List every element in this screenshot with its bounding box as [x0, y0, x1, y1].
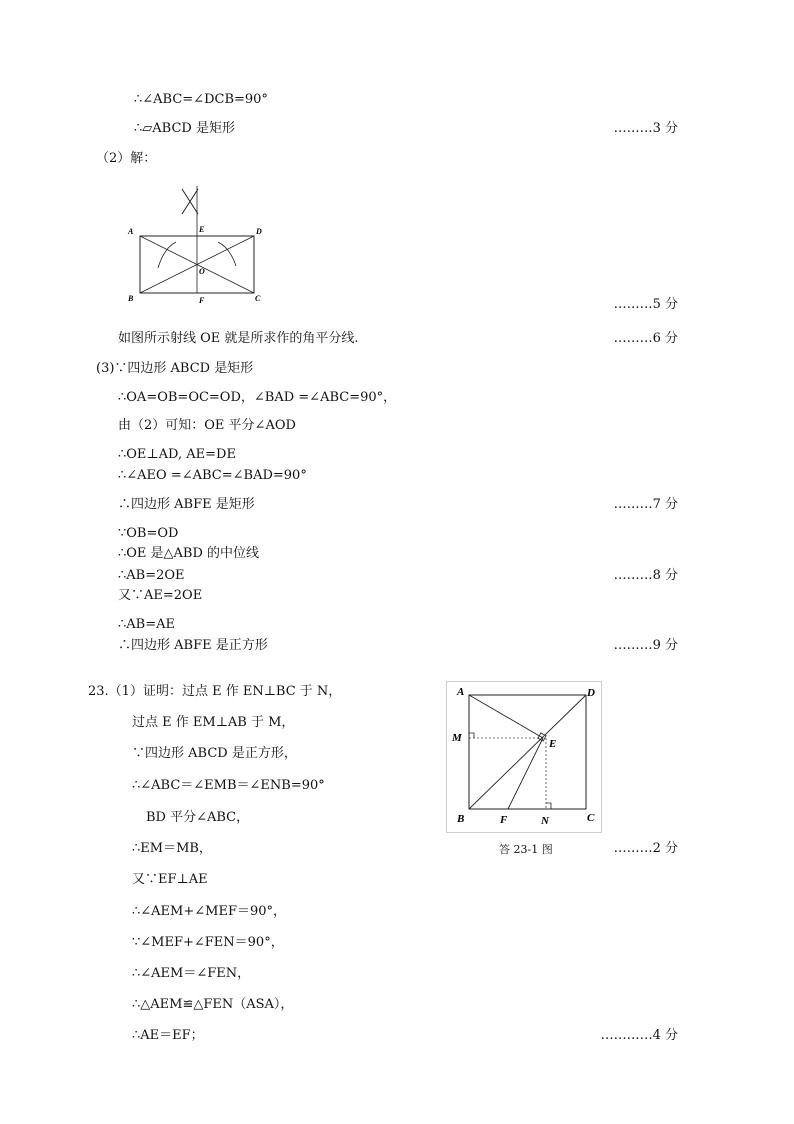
- proof-line: ∴∠AEM＝∠FEN，: [132, 966, 251, 981]
- label-M: M: [452, 732, 462, 744]
- question-heading: 23.（1）证明：过点 E 作 EN⊥BC 于 N，: [88, 684, 342, 699]
- part-heading: （2）解：: [96, 151, 157, 166]
- label-A: A: [128, 227, 134, 236]
- label-F: F: [500, 814, 508, 826]
- construction-figure: [124, 186, 274, 308]
- proof-line: ∴∠ABC＝∠EMB＝∠ENB=90°: [132, 778, 325, 793]
- label-C: C: [255, 294, 261, 303]
- label-D: D: [256, 227, 262, 236]
- conclusion-line: 如图所示射线 OE 就是所求作的角平分线.: [118, 331, 359, 346]
- proof-line: ∴AB=2OE: [118, 568, 185, 583]
- label-N: N: [541, 815, 549, 827]
- score-mark: ………2 分: [613, 841, 678, 856]
- proof-line: ∵∠MEF+∠FEN＝90°，: [132, 935, 284, 950]
- proof-line: ∴OE⊥AD, AE=DE: [118, 447, 236, 462]
- score-mark: ………5 分: [613, 297, 678, 312]
- label-D: D: [587, 687, 595, 699]
- figure-caption: 答 23-1 图: [499, 843, 553, 856]
- proof-line: ∴EM＝MB，: [132, 841, 212, 856]
- proof-line: ∴△AEM≌△FEN（ASA），: [132, 997, 294, 1012]
- square-figure-svg: [446, 681, 602, 833]
- score-mark: …………4 分: [600, 1028, 678, 1043]
- label-B: B: [457, 813, 465, 825]
- proof-line: ∴∠ABC=∠DCB=90°: [134, 92, 268, 107]
- label-E: E: [549, 738, 557, 750]
- proof-line: ∴AE＝EF；: [132, 1028, 204, 1043]
- label-O: O: [199, 267, 205, 276]
- label-B: B: [128, 294, 134, 303]
- proof-line: ∴四边形 ABFE 是矩形: [118, 497, 255, 512]
- proof-line: ∴∠AEO =∠ABC=∠BAD=90°: [118, 468, 307, 483]
- proof-line: 又∵AE=2OE: [118, 588, 203, 603]
- label-C: C: [587, 812, 595, 824]
- proof-line: ∵OB=OD: [118, 526, 179, 541]
- proof-line: ∴AB=AE: [118, 617, 175, 632]
- proof-line: 过点 E 作 EM⊥AB 于 M，: [132, 715, 295, 730]
- label-A: A: [457, 686, 465, 698]
- construction-figure-svg: [124, 186, 274, 308]
- score-mark: ………6 分: [613, 331, 678, 346]
- score-mark: ………3 分: [613, 121, 678, 136]
- proof-line: 由（2）可知：OE 平分∠AOD: [118, 418, 296, 433]
- score-mark: ………8 分: [613, 568, 678, 583]
- proof-line: BD 平分∠ABC，: [146, 810, 250, 825]
- part-heading: (3)∵四边形 ABCD 是矩形: [96, 361, 254, 376]
- score-mark: ………7 分: [613, 497, 678, 512]
- proof-line: ∴OA=OB=OC=OD，∠BAD =∠ABC=90°，: [118, 390, 397, 405]
- label-F: F: [199, 296, 205, 305]
- proof-line: 又∵EF⊥AE: [132, 872, 208, 887]
- proof-line: ∴∠AEM+∠MEF＝90°，: [132, 904, 287, 919]
- proof-line: ∴四边形 ABFE 是正方形: [118, 638, 268, 653]
- score-mark: ………9 分: [613, 638, 678, 653]
- square-figure: [446, 681, 602, 833]
- proof-line: ∴OE 是△ABD 的中位线: [118, 546, 260, 561]
- proof-line: ∴▱ABCD 是矩形: [134, 121, 235, 136]
- proof-line: ∵四边形 ABCD 是正方形，: [132, 746, 297, 761]
- label-E: E: [199, 225, 205, 234]
